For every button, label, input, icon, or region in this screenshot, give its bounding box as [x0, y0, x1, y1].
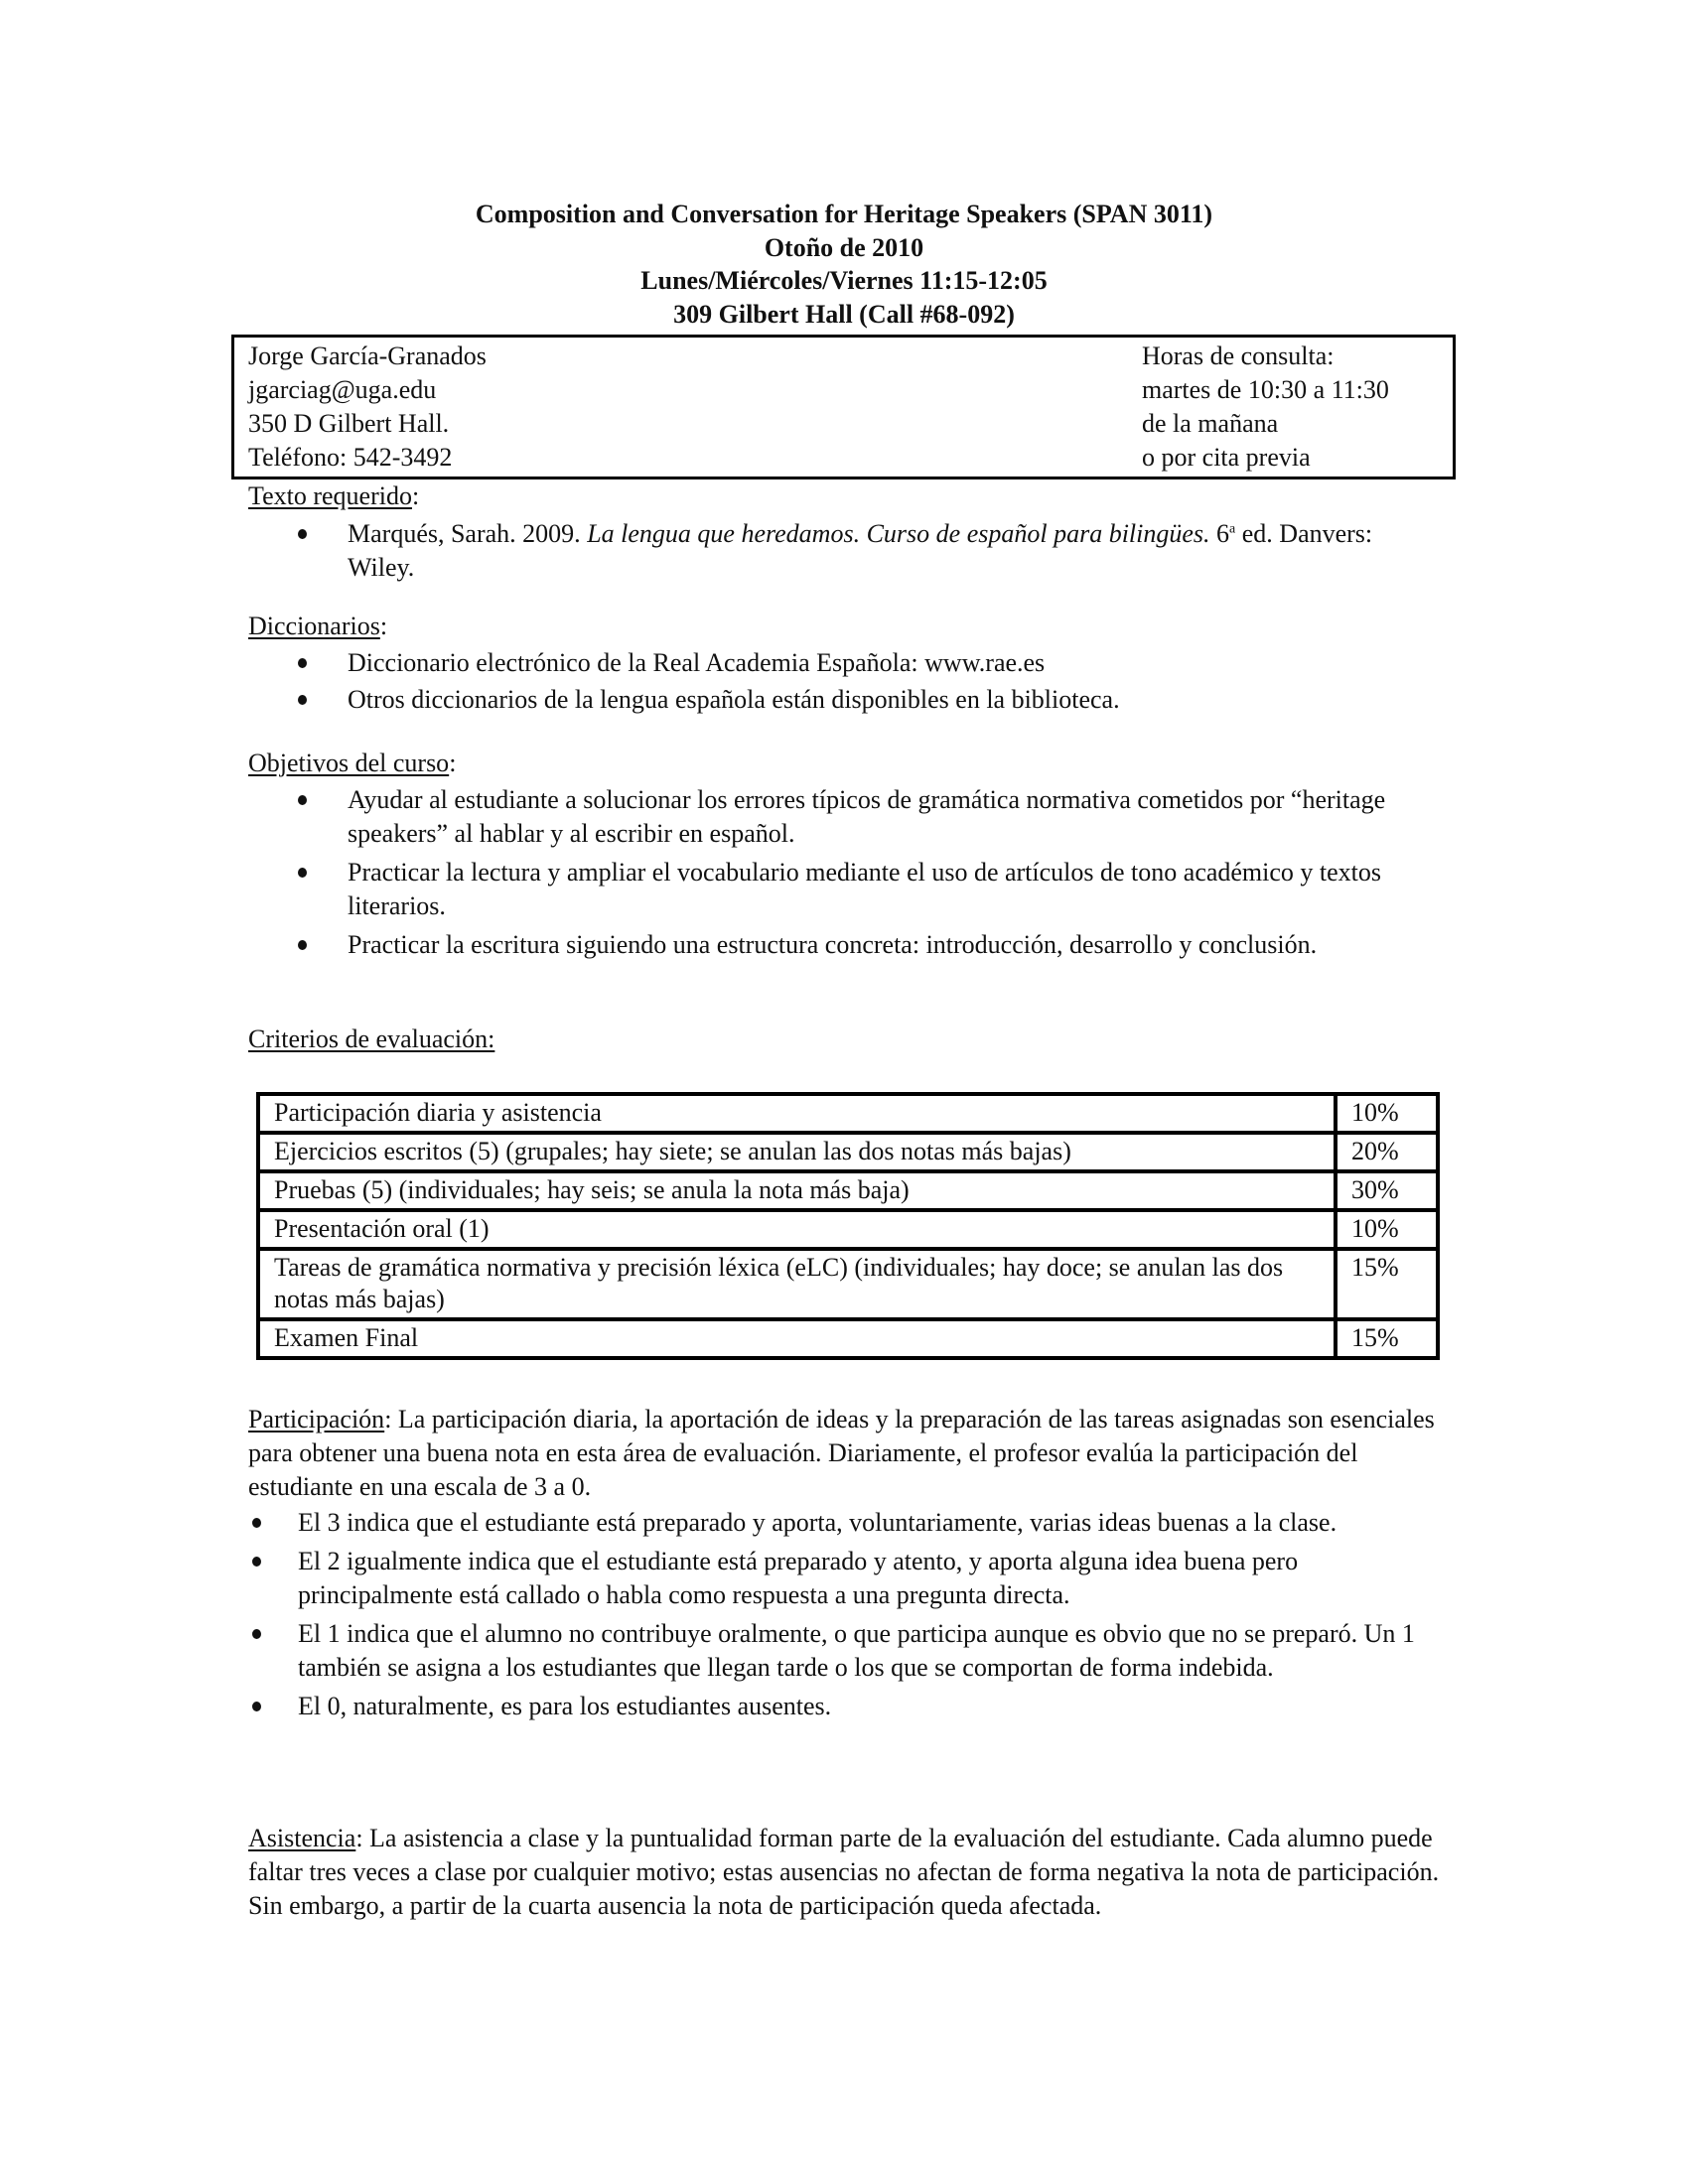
list-item-text: Ayudar al estudiante a solucionar los errores típicos de gramática normativa cometidos por “heritage speakers” al hablar y al escribir en español.: [348, 785, 1386, 848]
bullet-icon: [298, 795, 307, 805]
bullet-icon: [298, 940, 307, 950]
instructor-office: 350 D Gilbert Hall.: [248, 409, 450, 438]
section-attendance: [248, 1822, 1455, 1923]
office-hours-line-3: o por cita previa: [1142, 443, 1311, 472]
list-item: [248, 646, 1455, 680]
bullet-icon: [252, 1629, 261, 1639]
weight-cell: 30%: [1336, 1171, 1438, 1210]
grading-table: [256, 1092, 1440, 1360]
instructor-info-box: [231, 335, 1456, 479]
bullet-icon: [252, 1702, 261, 1711]
instructor-email[interactable]: jgarciag@uga.edu: [248, 375, 437, 404]
list-item-text: El 1 indica que el alumno no contribuye oralmente, o que participa aunque es obvio que no se preparó. Un 1 también se asigna a los estudiantes que llegan tarde o los que se comportan de forma indebida.: [298, 1619, 1415, 1682]
criterion-cell: Examen Final: [258, 1319, 1336, 1358]
participation-scale-list: [248, 1506, 1455, 1723]
criterion-cell: Participación diaria y asistencia: [258, 1094, 1336, 1133]
course-location: 309 Gilbert Hall (Call #68-092): [673, 299, 1015, 329]
citation-edition: 6: [1209, 519, 1230, 548]
list-item: [248, 1690, 1455, 1723]
required-text-list: [248, 517, 1420, 585]
criterion-cell: Tareas de gramática normativa y precisión léxica (eLC) (individuales; hay doce; se anulan las dos notas más bajas): [258, 1249, 1336, 1319]
instructor-name: Jorge García-Granados: [248, 341, 487, 370]
section-heading-attendance: Asistencia: [248, 1824, 356, 1852]
weight-cell: 10%: [1336, 1210, 1438, 1249]
weight-cell: 10%: [1336, 1094, 1438, 1133]
attendance-paragraph: [248, 1822, 1455, 1923]
objectives-list: [248, 783, 1440, 962]
list-item-text: Practicar la escritura siguiendo una estructura concreta: introducción, desarrollo y conclusión.: [348, 930, 1318, 959]
course-term: Otoño de 2010: [764, 232, 924, 262]
participation-paragraph: [248, 1403, 1455, 1504]
list-item: [248, 1506, 1455, 1540]
list-item: [248, 683, 1455, 717]
bullet-icon: [298, 868, 307, 878]
heading-colon: :: [449, 749, 457, 777]
bullet-icon: [298, 695, 307, 705]
table-row: [258, 1319, 1438, 1358]
weight-cell: 15%: [1336, 1249, 1438, 1319]
table-row: [258, 1210, 1438, 1249]
bullet-icon: [252, 1518, 261, 1528]
criterion-cell: Presentación oral (1): [258, 1210, 1336, 1249]
list-item-text: Diccionario electrónico de la Real Academia Española: www.rae.es: [348, 648, 1046, 677]
table-row: [258, 1094, 1438, 1133]
list-item-text: El 2 igualmente indica que el estudiante está preparado y atento, y aporta alguna idea buena pero principalmente está callado o habla como respuesta a una pregunta directa.: [298, 1547, 1299, 1609]
section-heading-objectives: Objetivos del curso: [248, 749, 450, 777]
section-heading-grading-criteria: Criterios de evaluación:: [248, 1024, 495, 1053]
list-item: [248, 856, 1440, 923]
table-row: [258, 1133, 1438, 1171]
bullet-icon: [298, 658, 307, 668]
list-item: [248, 1545, 1455, 1612]
instructor-contact: [248, 340, 487, 475]
office-hours-line-1: martes de 10:30 a 11:30: [1142, 375, 1389, 404]
weight-cell: 15%: [1336, 1319, 1438, 1358]
instructor-phone: Teléfono: 542-3492: [248, 443, 453, 472]
bullet-icon: [298, 529, 307, 539]
list-item: [248, 928, 1440, 962]
list-item-text: Otros diccionarios de la lengua española están disponibles en la biblioteca.: [348, 685, 1120, 714]
office-hours: [1142, 340, 1389, 475]
section-heading-participation: Participación: [248, 1405, 385, 1433]
office-hours-label: Horas de consulta:: [1142, 341, 1335, 370]
office-hours-line-2: de la mañana: [1142, 409, 1279, 438]
citation-edition-sup: a: [1229, 521, 1236, 537]
criterion-cell: Pruebas (5) (individuales; hay seis; se anula la nota más baja): [258, 1171, 1336, 1210]
citation-title: La lengua que heredamos. Curso de español para bilingües.: [587, 519, 1210, 548]
section-participation: [248, 1403, 1455, 1728]
participation-text: : La participación diaria, la aportación de ideas y la preparación de las tareas asignadas son esenciales para obtener una buena nota en esta área de evaluación. Diariamente, el profesor evalúa la participación del estudiante en una escala de 3 a 0.: [248, 1405, 1435, 1501]
course-schedule: Lunes/Miércoles/Viernes 11:15-12:05: [640, 266, 1048, 295]
criterion-cell: Ejercicios escritos (5) (grupales; hay siete; se anulan las dos notas más bajas): [258, 1133, 1336, 1171]
table-row: [258, 1249, 1438, 1319]
citation-publisher: ed. Danvers: Wiley.: [348, 519, 1373, 582]
section-heading-dictionaries: Diccionarios: [248, 612, 380, 640]
section-objectives: [248, 747, 1455, 967]
course-header: [0, 198, 1688, 331]
section-required-text: [248, 479, 1455, 590]
weight-cell: 20%: [1336, 1133, 1438, 1171]
section-heading-required-text: Texto requerido: [248, 481, 412, 510]
dictionaries-list: [248, 646, 1455, 717]
attendance-text: : La asistencia a clase y la puntualidad forman parte de la evaluación del estudiante. Cada alumno puede faltar tres veces a clase por cualquier motivo; estas ausencias no afectan de forma negativa la nota de participación. Sin embargo, a partir de la cuarta ausencia la nota de participación queda afectada.: [248, 1824, 1440, 1920]
section-dictionaries: [248, 610, 1455, 720]
section-grading-criteria: [248, 1023, 494, 1056]
list-item-text: El 3 indica que el estudiante está preparado y aporta, voluntariamente, varias ideas buenas a la clase.: [298, 1508, 1337, 1537]
list-item: [248, 783, 1440, 851]
table-row: [258, 1171, 1438, 1210]
list-item: [248, 1617, 1455, 1685]
citation-author: Marqués, Sarah. 2009.: [348, 519, 588, 548]
heading-colon: :: [411, 481, 420, 510]
course-title: Composition and Conversation for Heritage Speakers (SPAN 3011): [475, 200, 1213, 228]
list-item-text: Practicar la lectura y ampliar el vocabulario mediante el uso de artículos de tono académico y textos literarios.: [348, 858, 1382, 920]
list-item: [248, 517, 1420, 585]
bullet-icon: [252, 1557, 261, 1567]
heading-colon: :: [379, 612, 388, 640]
list-item-text: El 0, naturalmente, es para los estudiantes ausentes.: [298, 1692, 832, 1720]
